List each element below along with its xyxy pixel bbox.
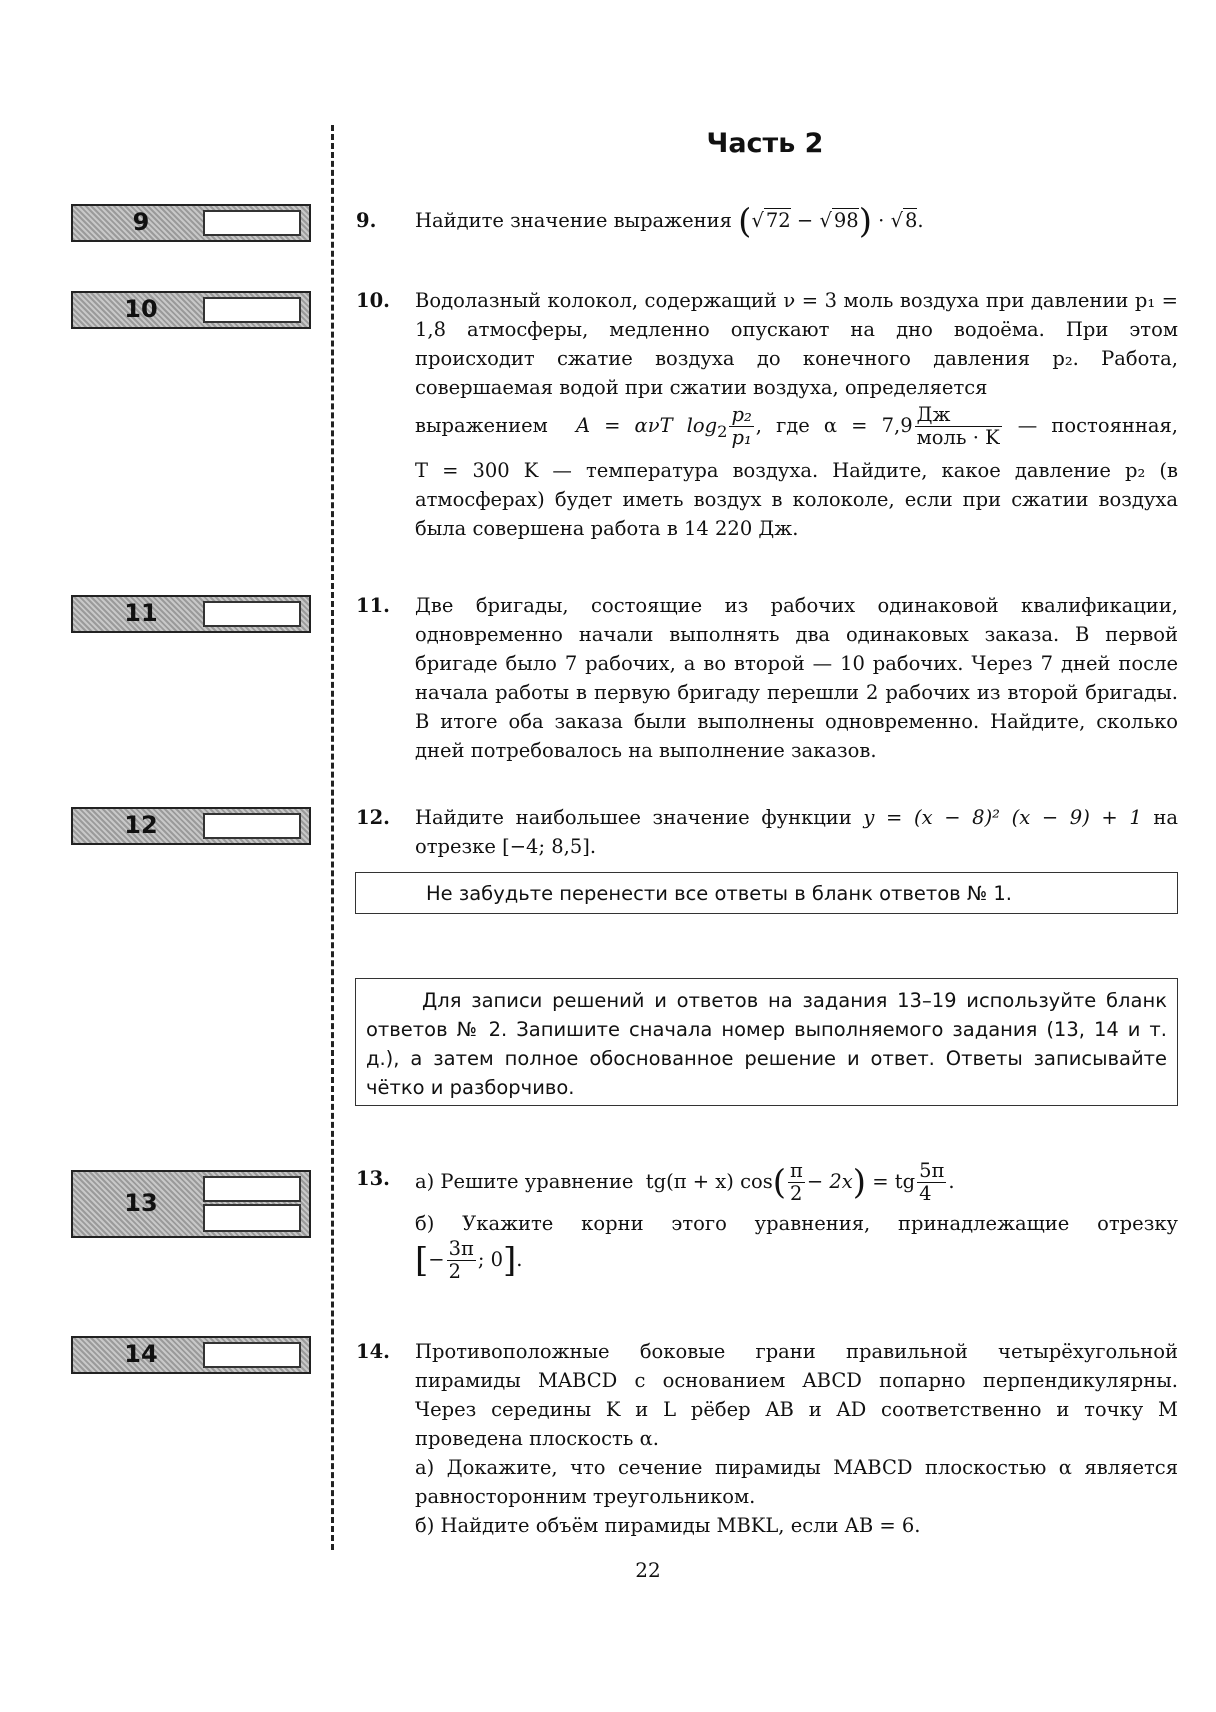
answer-field-a[interactable] [203,1176,301,1202]
answer-field[interactable] [203,813,301,839]
answer-field-b[interactable] [203,1204,301,1232]
question-10: 10. Водолазный колокол, содержащий ν = 3 моль воздуха при давлении p₁ = 1,8 атмосферы, медленно опускают на дно водоёма. При этом происходит сжатие воздуха до конечного давления p₂. Работа, совершаемая водой при сжатии воздуха, определяется выражением A = ανT $\log_2$ $\frac{\text{p₂}}{\text{p₁}}$ , где α = 7,9 $\frac{Дж}{\text{моль · K}}$ — постоянная, T = 300 K — температура воздуха. Найдите, какое давление p₂ (в атмосферах) будет иметь воздух в колоколе, если при сжатии воздуха была совершена работа в 14 220 Дж. [356,289,1178,540]
answer-box-9: 9 [71,204,311,242]
answer-box-13: 13 [71,1170,311,1238]
answer-box-14: 14 [71,1336,311,1374]
answer-field[interactable] [203,210,301,236]
question-13: 13. а) Решите уравнение tg(π + x) cos( $\frac{\pi}{2}$ − 2x) = tg $\frac{5\pi}{4}$ . б) Укажите корни этого уравнения, принадлежащие отрезку [− $\frac{3\pi}{2}$ ; 0]. [356,1159,1178,1283]
answer-box-11: 11 [71,595,311,633]
instructions-box: Для записи решений и ответов на задания 13–19 используйте бланк ответов № 2. Запишите сначала номер выполняемого задания (13, 14 и т. д.), а затем полное обоснованное решение и ответ. Ответы записывайте чётко и разборчиво. [355,978,1178,1106]
part-a: а) Решите уравнение tg(π + x) cos( $\frac{\pi}{2}$ − 2x) = tg $\frac{5\pi}{4}$ . [415,1159,955,1205]
cut-line [331,125,334,1550]
question-14: 14. Противоположные боковые грани правильной четырёхугольной пирамиды MABCD с основанием ABCD попарно перпендикулярны. Через середины K и L рёбер AB и AD соответственно и точку M проведена плоскость α. а) Докажите, что сечение пирамиды MABCD плоскостью α является равносторонним треугольником. б) Найдите объём пирамиды MBKL, если AB = 6. [356,1340,1178,1537]
answer-box-12: 12 [71,807,311,845]
answer-field[interactable] [203,601,301,627]
question-11: 11. Две бригады, состоящие из рабочих одинаковой квалификации, одновременно начали выполнять два одинаковых заказа. В первой бригаде было 7 рабочих, а во второй — 10 рабочих. Через 7 дней после начала работы в первую бригаду перешли 2 рабочих из второй бригады. В итоге оба заказа были выполнены одновременно. Найдите, сколько дней потребовалось на выполнение заказов. [356,594,1178,762]
section-title: Часть 2 [706,128,824,159]
expression: (√ 72 − √ 98) · √ 8. [738,201,924,242]
answer-field[interactable] [203,297,301,323]
answer-box-10: 10 [71,291,311,329]
page-number: 22 [635,1558,661,1582]
question-12: 12. Найдите наибольшее значение функции y = (x − 8)² (x − 9) + 1 на отрезке [−4; 8,5]. [356,806,1179,858]
answer-field[interactable] [203,1342,301,1368]
formula-line: выражением A = ανT $\log_2$ $\frac{\text{p₂}}{\text{p₁}}$ , где α = 7,9 $\frac{Дж}{\text{моль · K}}$ — постоянная, [415,403,1178,449]
interval: [− $\frac{3\pi}{2}$ ; 0]. [415,1237,523,1283]
question-9: 9. Найдите значение выражения (√ 72 − √ 98) · √ 8. [356,201,924,242]
transfer-reminder: Не забудьте перенести все ответы в бланк ответов № 1. [355,872,1178,914]
